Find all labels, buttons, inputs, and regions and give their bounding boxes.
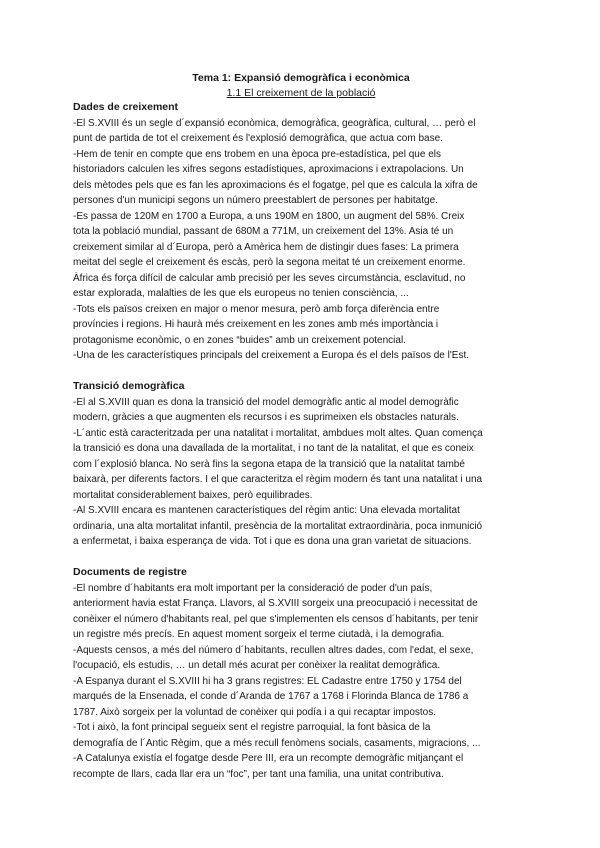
section-heading: Documents de registre	[73, 566, 187, 578]
text-line: a enfermetat, i baixa esperança de vida. Tot i que es dona una gran varietat de situacions.	[73, 536, 472, 547]
text-line: mortalitat considerablement baixes, però equilibrades.	[73, 489, 313, 501]
text-line: tota la població mundial, passant de 680M a 771M, un creixement del 13%. Asia té un	[73, 226, 454, 237]
text-line: recompte de llars, cada llar era un “foc”, per tant una familia, una unitat contributiva.	[73, 768, 444, 780]
text-line: dels mètodes pels que es fan les aproximacions és el fogatge, pel que es calcula la xifra de	[73, 179, 478, 191]
text-line: demografía de l´Antic Règim, que a més recull fenòmens socials, casaments, migracions, ...	[73, 737, 481, 749]
text-line: anteriorment havia estat França. Llavors, al S.XVIII sorgeix una preocupació i necessitat de	[73, 598, 478, 609]
text-line: -Al S.XVIII encara es mantenen característiques del règim antic: Una elevada mortalitat	[73, 505, 460, 516]
page-subtitle: 1.1 El creixement de la població	[226, 87, 376, 99]
section-transicio-demografica	[73, 379, 529, 550]
text-line: -Hem de tenir en compte que ens trobem en una època pre-estadística, pel que els	[73, 148, 441, 160]
text-line: -El nombre d´habitants era molt important per la consideració de poder d'un país,	[73, 582, 433, 594]
text-line: modern, gràcies a que augmenten els recursos i es suprimeixen els obstacles naturals.	[73, 412, 459, 423]
text-line: -A Espanya durant el S.XVIII hi ha 3 grans registres: EL Cadastre entre 1750 y 1754 del	[73, 675, 462, 687]
text-line: creixement similar al d´Europa, però a Amèrica hem de distingir dues fases: La primera	[73, 241, 459, 253]
text-line: estar explorada, malalties de les que els europeus no tenien consciència, ...	[73, 288, 409, 299]
section-dades-de-creixement	[73, 100, 529, 364]
text-line: -El al S.XVIII quan es dona la transició del model demogràfic antic al model demogràfic	[73, 396, 459, 408]
text-line: historiadors calculen les xifres segons estadístiques, aproximacions i extrapolacions. Un	[73, 164, 464, 175]
paragraph-gap	[73, 364, 529, 380]
text-line: -Aquests censos, a més del número d´habitants, recullen altres dades, com l'edat, el sexe,	[73, 644, 474, 656]
paragraph-gap	[73, 550, 529, 566]
text-line: -Es passa de 120M en 1700 a Europa, a uns 190M en 1800, un augment del 58%. Creix	[73, 210, 465, 222]
section-documents-de-registre	[73, 565, 529, 782]
text-line: 1787. Això sorgeix per la voluntad de conèixer qui podía i a qui recaptar impostos.	[73, 706, 436, 718]
text-line: conèixer el número d'habitants real, pel que s'implementen els censos d´habitants, per tenir	[73, 613, 479, 625]
page-title: Tema 1: Expansió demogràfica i econòmica	[192, 72, 410, 84]
text-line: -Tots els països creixen en major o menor mesura, però amb força diferència entre	[73, 303, 440, 315]
text-line: -L´antic està caracteritzada per una natalitat i mortalitat, ambdues molt altes. Quan comença	[73, 427, 483, 439]
text-line: un registre més precís. En aquest moment sorgeix el terme ciutadà, i la demografia.	[73, 629, 445, 640]
text-line: Àfrica és força difícil de calcular amb precisió per les seves circumstància, esclavitud, no	[73, 272, 466, 284]
text-line: baixarà, per diferents factors. I el que caracteritza el règim modern és tant una natalitat i una	[73, 474, 483, 485]
text-line: marqués de la Ensenada, el conde d´Aranda de 1767 a 1768 i Florinda Blanca de 1786 a	[73, 691, 469, 702]
text-line: persones d'un municipi segons un número preestablert de persones per habitatge.	[73, 195, 438, 206]
text-line: -Una de les característiques principals del creixement a Europa és el dels països de l'Est.	[73, 350, 469, 361]
document-body	[73, 71, 529, 782]
section-text	[73, 581, 529, 783]
text-line: la transició es dona una davallada de la mortalitat, i no tant de la natalitat, el que es coneix	[73, 443, 474, 454]
text-line: punt de partida de tot el creixement és l'explosió demogràfica, que actua com base.	[73, 133, 443, 144]
text-line: com l´explosió blanca. No serà fins la segona etapa de la transició que la natalitat també	[73, 458, 465, 470]
section-heading: Transició demogràfica	[73, 380, 185, 392]
text-line: -A Catalunya existía el fogatge desde Pere III, era un recompte demogràfic mitjançant el	[73, 753, 464, 764]
text-line: meitat del segle el creixement és escàs, però la segona meitat té un creixement enorme.	[73, 257, 466, 268]
section-heading: Dades de creixement	[73, 101, 179, 113]
text-line: -El S.XVIII és un segle d´expansió econòmica, demogràfica, geogràfica, cultural, … però el	[73, 117, 476, 129]
section-text	[73, 395, 529, 550]
text-line: protagonisme econòmic, o en zones “buides” amb un creixement potencial.	[73, 334, 406, 346]
section-text	[73, 116, 529, 364]
text-line: províncies i regions. Hi haurà més creixement en les zones amb més importància i	[73, 319, 439, 330]
text-line: l'ocupació, els estudis, … un detall més acurat per conèixer la realitat demogràfica.	[73, 660, 441, 671]
text-line: ordinaria, una alta mortalitat infantil, presència de la mortalitat extraordinària, poca inmunició	[73, 520, 483, 532]
text-line: -Tot i això, la font principal segueix sent el registre parroquial, la font bàsica de la	[73, 722, 431, 733]
